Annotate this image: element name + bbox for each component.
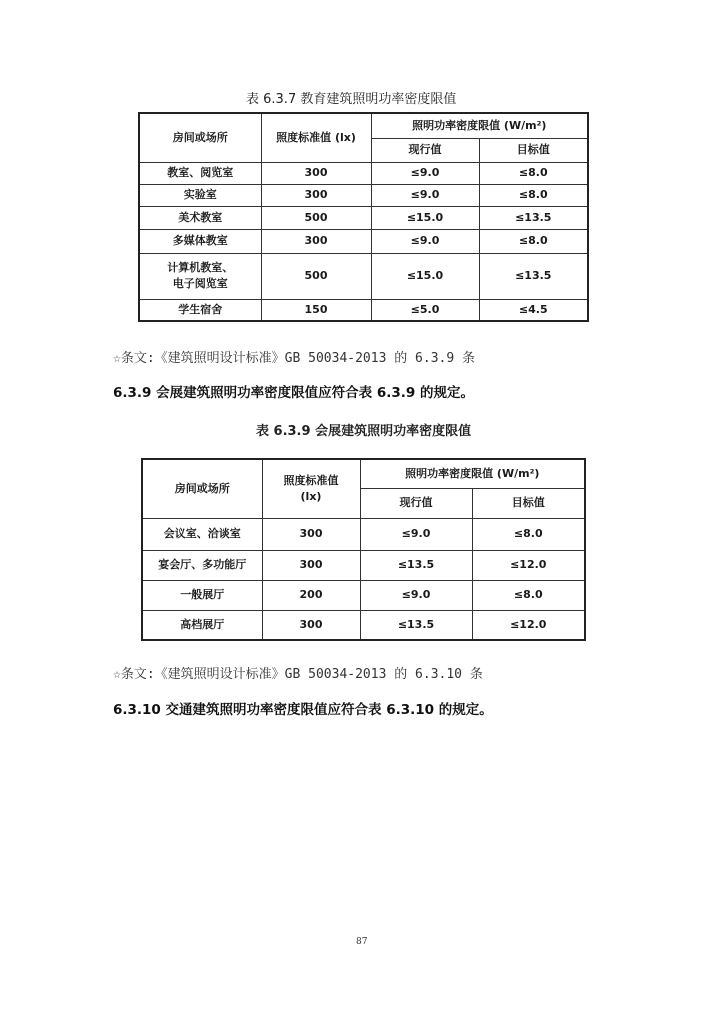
cell-illuminance: 300	[261, 229, 371, 253]
source-reference-1: ☆条文:《建筑照明设计标准》GB 50034-2013 的 6.3.9 条	[113, 351, 476, 366]
cell-target: ≤8.0	[479, 229, 588, 253]
cell-current: ≤9.0	[371, 184, 479, 206]
clause-6-3-9: 6.3.9 会展建筑照明功率密度限值应符合表 6.3.9 的规定。	[113, 385, 474, 401]
cell-illuminance: 300	[262, 550, 360, 580]
header-lpd: 照明功率密度限值 (W/m²)	[360, 459, 585, 488]
cell-target: ≤13.5	[479, 253, 588, 299]
table-6-3-7	[138, 112, 589, 322]
cell-place: 学生宿舍	[139, 299, 261, 321]
header-current: 现行值	[371, 138, 479, 162]
table-row	[142, 580, 585, 610]
cell-current: ≤9.0	[371, 162, 479, 184]
cell-place: 美术教室	[139, 206, 261, 229]
cell-current: ≤15.0	[371, 253, 479, 299]
table-row	[139, 162, 588, 184]
cell-place: 宴会厅、多功能厅	[142, 550, 262, 580]
header-lpd: 照明功率密度限值 (W/m²)	[371, 113, 588, 138]
header-place: 房间或场所	[139, 113, 261, 162]
page-number: 87	[356, 937, 368, 947]
cell-target: ≤13.5	[479, 206, 588, 229]
cell-place: 教室、阅览室	[139, 162, 261, 184]
table-row	[142, 610, 585, 640]
cell-place: 实验室	[139, 184, 261, 206]
cell-target: ≤8.0	[472, 580, 585, 610]
source-reference-2: ☆条文:《建筑照明设计标准》GB 50034-2013 的 6.3.10 条	[113, 667, 483, 682]
table-6-3-9	[141, 458, 586, 641]
table-caption-6-3-9: 表 6.3.9 会展建筑照明功率密度限值	[256, 424, 472, 439]
table-row	[139, 253, 588, 299]
cell-illuminance: 150	[261, 299, 371, 321]
cell-current: ≤9.0	[360, 518, 472, 550]
cell-place: 一般展厅	[142, 580, 262, 610]
cell-place: 高档展厅	[142, 610, 262, 640]
cell-place: 多媒体教室	[139, 229, 261, 253]
table-caption-6-3-7: 表 6.3.7 教育建筑照明功率密度限值	[246, 92, 457, 107]
cell-target: ≤8.0	[479, 184, 588, 206]
table-row	[142, 518, 585, 550]
cell-illuminance: 200	[262, 580, 360, 610]
header-illuminance	[262, 459, 360, 518]
cell-target: ≤12.0	[472, 610, 585, 640]
cell-current: ≤9.0	[360, 580, 472, 610]
table-row	[139, 206, 588, 229]
header-place: 房间或场所	[142, 459, 262, 518]
header-target: 目标值	[472, 488, 585, 518]
cell-target: ≤8.0	[479, 162, 588, 184]
cell-current: ≤13.5	[360, 610, 472, 640]
cell-current: ≤15.0	[371, 206, 479, 229]
cell-place: 计算机教室、 电子阅览室	[139, 253, 261, 299]
header-illuminance: 照度标准值 (lx)	[261, 113, 371, 162]
header-illuminance-line2: (lx)	[300, 489, 322, 503]
clause-6-3-10: 6.3.10 交通建筑照明功率密度限值应符合表 6.3.10 的规定。	[113, 702, 493, 718]
cell-illuminance: 300	[261, 184, 371, 206]
table-row	[142, 550, 585, 580]
cell-illuminance: 500	[261, 253, 371, 299]
header-current: 现行值	[360, 488, 472, 518]
cell-current: ≤5.0	[371, 299, 479, 321]
cell-target: ≤4.5	[479, 299, 588, 321]
cell-illuminance: 300	[262, 518, 360, 550]
cell-illuminance: 300	[261, 162, 371, 184]
cell-target: ≤8.0	[472, 518, 585, 550]
cell-current: ≤9.0	[371, 229, 479, 253]
header-target: 目标值	[479, 138, 588, 162]
table-row	[139, 184, 588, 206]
cell-place: 会议室、洽谈室	[142, 518, 262, 550]
cell-illuminance: 500	[261, 206, 371, 229]
table-row	[139, 229, 588, 253]
header-illuminance-line1: 照度标准值	[283, 473, 339, 487]
table-row	[139, 299, 588, 321]
cell-current: ≤13.5	[360, 550, 472, 580]
cell-illuminance: 300	[262, 610, 360, 640]
cell-target: ≤12.0	[472, 550, 585, 580]
